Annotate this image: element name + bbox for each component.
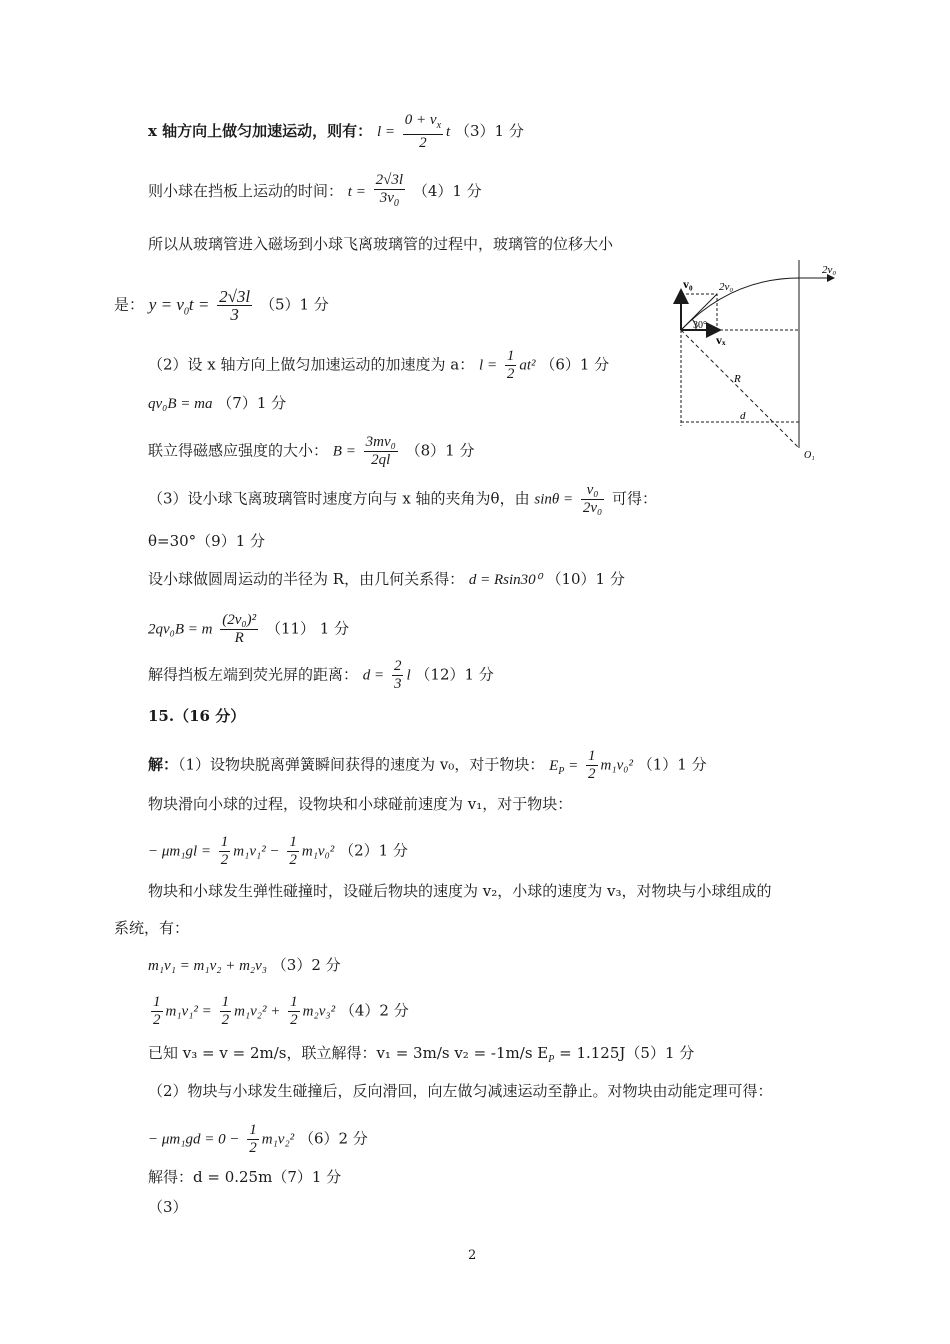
line-spring-energy: 解：（1）设物块脱离弹簧瞬间获得的速度为 v₀，对于物块： $E_P$ = $\frac{1}{2}$ m₁v₀² （1）1 分	[148, 748, 707, 782]
eq: l =	[376, 124, 395, 140]
line-solution: 已知 v₃ = v = 2m/s，联立解得：v₁ = 3m/s v₂ = -1m/s $E_P = 1.125J(5)1$ 分	[148, 1044, 695, 1065]
label-v0: v₀	[683, 277, 693, 291]
fraction: $\frac{1}{2}$	[506, 348, 515, 382]
line-part-3: （3）	[148, 1198, 188, 1216]
page-number: 2	[468, 1248, 477, 1263]
fraction: $\frac{1}{2}$	[221, 994, 230, 1028]
line-radius: 设小球做圆周运动的半径为 R，由几何关系得： d = Rsin30⁰ （10）1 分	[148, 570, 625, 588]
fraction: $\frac{2√3l}{3v_0}$	[375, 172, 404, 209]
fraction: $\frac{1}{2}$	[249, 1122, 257, 1156]
fraction: $\frac{\text{3mv₀}}{2ql}$	[365, 434, 396, 468]
line-collision-intro: 物块和小球发生弹性碰撞时，设碰后物块的速度为 v₂，小球的速度为 v₃，对物块与小球组成的	[148, 882, 772, 900]
score: （10）1 分	[546, 570, 625, 588]
label-d: d	[740, 410, 746, 422]
fraction: $\frac{1}{2}$	[289, 834, 297, 868]
fraction: $\frac{2}{3}$	[393, 658, 402, 692]
line-friction-eq: − μm₁gl = $\frac{1}{2}$ m₁v₁² − $\frac{1}{2}$ m₁v₀² （2）1 分	[148, 834, 408, 868]
score: （3）1 分	[454, 122, 524, 140]
line-centripetal: 2qv₀B = m $\frac{\text{(2v₀)²}}{R}$ （11） 1 分	[148, 612, 350, 646]
line-slide-intro: 物块滑向小球的过程，设物块和小球碰前速度为 v₁，对于物块：	[148, 795, 573, 813]
line-time-on-plate: 则小球在挡板上运动的时间： t = $\frac{2√3l}{3v_0}$ （4）1 分	[148, 172, 482, 212]
text: x 轴方向上做匀加速运动，则有：	[148, 122, 373, 140]
label-2v0-top: 2v₀	[822, 264, 837, 276]
line-theta: θ=30°（9）1 分	[148, 532, 266, 550]
fraction: $\frac{1}{2}$	[153, 994, 161, 1028]
score: （11） 1 分	[265, 619, 350, 638]
label-O1: O₁	[804, 450, 815, 461]
label-2v0-inner: 2v₀	[719, 281, 734, 293]
line-distance: 解得挡板左端到荧光屏的距离： d = $\frac{2}{3}$ l （12）1 分	[148, 658, 494, 692]
line-energy-conservation: $\frac{1}{2}$ m₁v₁² = $\frac{1}{2}$ m₁v₂² + $\frac{1}{2}$ m₂v₃² （4）2 分	[153, 994, 409, 1028]
line-work-energy: − μm₁gd = 0 − $\frac{1}{2}$ m₁v₂² （6）2 分	[148, 1122, 368, 1156]
line-system: 系统，有：	[114, 919, 190, 937]
line-angle-setup: （3）设小球飞离玻璃管时速度方向与 x 轴的夹角为θ，由 sinθ = $\frac{\text{v₀}}{\text{2v₀}}$ 可得：	[148, 482, 658, 516]
score: （3）2 分	[271, 956, 341, 974]
text: 则小球在挡板上运动的时间：	[148, 182, 344, 200]
fraction: $\frac{1}{2}$	[220, 834, 229, 868]
line-displacement-eq: 是： $y = v_0t$ = $\frac{2√3l}{3}$ （5）1 分	[114, 287, 329, 324]
score: （8）1 分	[405, 441, 475, 460]
label-angle: 30°	[693, 320, 707, 331]
score: （1）1 分	[637, 755, 707, 774]
label-R: R	[734, 373, 741, 385]
line-momentum: m₁v₁ = m₁v₂ + m₂v₃ （3）2 分	[148, 956, 341, 974]
score: （7）1 分	[217, 394, 287, 412]
line-rebound: （2）物块与小球发生碰撞后，反向滑回，向左做匀减速运动至静止。对物块由动能定理可得：	[148, 1082, 773, 1100]
label-vx: vₓ	[716, 333, 726, 347]
line-acceleration: （2）设 x 轴方向上做匀加速运动的加速度为 a： l = $\frac{1}{2}$ at² （6）1 分	[148, 348, 610, 382]
fraction: $\frac{2√3l}{3}$	[219, 287, 251, 324]
fraction: $\frac{1}{2}$	[588, 748, 596, 782]
velocity-geometry-figure	[672, 258, 852, 468]
score: （12）1 分	[415, 665, 494, 684]
score: （2）1 分	[339, 841, 408, 860]
score: （5）1 分	[259, 295, 329, 314]
score: （6）2 分	[298, 1129, 368, 1148]
line-result-d: 解得：d = 0.25m（7）1 分	[148, 1168, 342, 1186]
fraction: $\frac{1}{2}$	[290, 994, 298, 1028]
question-15-heading: 15.（16 分）	[148, 707, 246, 725]
line-field-strength: 联立得磁感应强度的大小： B = $\frac{\text{3mv₀}}{2ql}$ （8）1 分	[148, 434, 475, 468]
line-displacement-intro: 所以从玻璃管进入磁场到小球飞离玻璃管的过程中，玻璃管的位移大小	[148, 235, 614, 253]
line-force-eq: qv₀B = ma （7）1 分	[148, 394, 287, 412]
line-x-axis-motion: x 轴方向上做匀加速运动，则有： l = $\frac{0 + v_x}{2}$ t （3）1 分	[148, 112, 524, 151]
score: （4）2 分	[339, 1001, 409, 1020]
score: （6）1 分	[540, 355, 610, 374]
fraction: $\frac{0 + v_x}{2}$	[404, 112, 442, 151]
fraction: $\frac{\text{(2v₀)²}}{R}$	[222, 612, 257, 646]
radius-line	[681, 330, 799, 448]
fraction: $\frac{\text{v₀}}{\text{2v₀}}$	[582, 482, 603, 516]
score: （4）1 分	[412, 182, 482, 200]
